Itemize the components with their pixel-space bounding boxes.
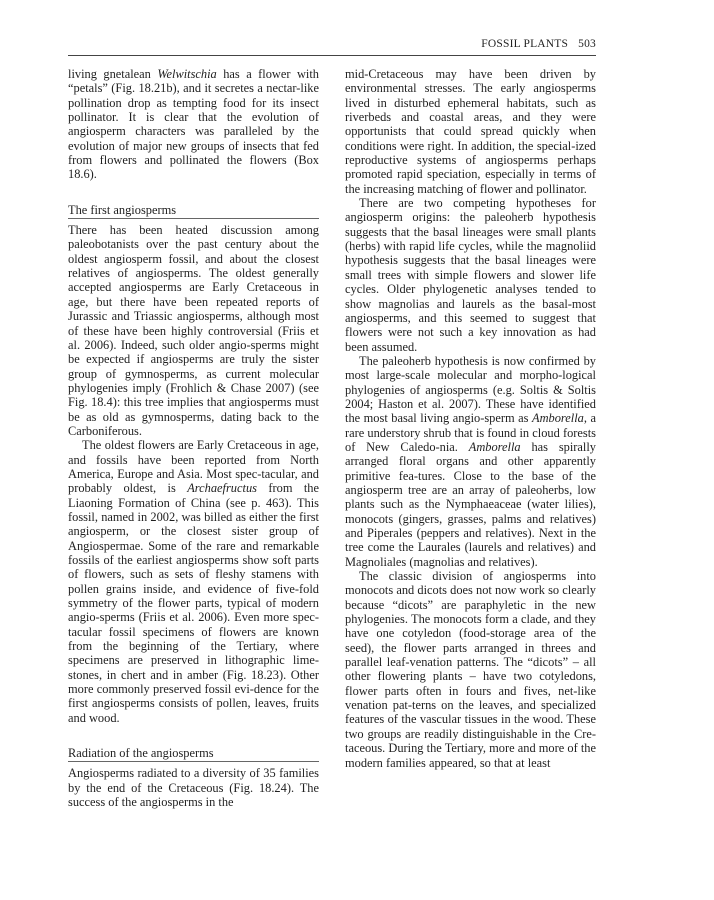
right-column — [345, 67, 596, 770]
taxon-name: Archaefructus — [187, 481, 257, 496]
intro-paragraph — [68, 67, 319, 182]
section-heading-radiation: Radiation of the angiosperms — [68, 746, 319, 762]
left-column — [68, 67, 319, 810]
text-run: from the Liaoning Formation of China (see p. 463). This fossil, named in 2002, was billed as either the first angiosperm, or the closest sister group of Angiospermae. Some of the rare and remarkable fossils of the earliest angiosperms show soft parts of flowers, such as sets of fleshy stamens with pollen grains inside, and evidence of five-fold symmetry of the flower parts, typical of modern angio-sperms (Friis et al. 2006). Even more spec-tacular fossil specimens of flowers are known from the beginning of the Tertiary, where specimens are preserved in lithographic lime-stones, in chert and in amber (Fig. 18.23). Other more commonly preserved fossil evi-dence for the first angiosperms consists of pollen, leaves, fruits and wood. — [68, 481, 319, 725]
text-run: has a flower with “petals” (Fig. 18.21b), and it secretes a nectar-like pollination drop as tempting food for its insect pollinator. It is clear that the evolution of angiosperm characters was paralleled by the evolution of major new groups of insects that fed from flowers and pollinated the flowers (Box 18.6). — [68, 67, 319, 182]
taxon-name: Amborella — [532, 411, 584, 426]
section-heading-first-angiosperms: The first angiosperms — [68, 203, 319, 219]
paragraph: Angiosperms radiated to a diversity of 35 families by the end of the Cretaceous (Fig. 18.24). The success of the angiosperms in the — [68, 766, 319, 810]
running-title: FOSSIL PLANTS — [481, 38, 569, 50]
running-head — [68, 38, 596, 56]
taxon-name: Welwitschia — [157, 67, 217, 81]
paragraph — [345, 354, 596, 569]
text-run: , a rare understory shrub that is found in cloud forests of New Caledo-nia. — [345, 411, 596, 454]
paragraph: mid-Cretaceous may have been driven by environmental stresses. The early angiosperms lived in disturbed ephemeral habitats, such as riverbeds and coastal areas, and they were opportunists that could spread quickly when conditions were right. In addition, the special-ized reproductive systems of angiosperms perhaps promoted rapid speciation, especially in terms of the increasing matching of flower and pollinator. — [345, 67, 596, 196]
paragraph: The classic division of angiosperms into monocots and dicots does not now work so clearly because “dicots” are paraphyletic in the new phylogenies. The monocots form a clade, and they have one cotyledon (food-storage area of the seed), the flower parts arranged in threes and parallel leaf-venation patterns. The “dicots” – all other flowering plants – have two cotyledons, flower parts often in fours and fives, net-like venation pat-terns on the leaves, and specialized features of the vascular tissues in the wood. These two groups are readily distinguishable in the Cre-taceous. During the Tertiary, more and more of the modern families appeared, so that at least — [345, 569, 596, 770]
text-run: living gnetalean — [68, 67, 158, 81]
text-run: has spirally arranged floral organs and other apparently primitive fea-tures. Close to the base of the angiosperm tree are an array of paleoherbs, low plants such as the Nymphaeaceae (water lilies), monocots (gingers, grasses, palms and relatives) and Piperales (peppers and relatives). Next in the tree come the Laurales (laurels and relatives) and Magnoliales (magnolias and relatives). — [345, 439, 596, 569]
paragraph: There has been heated discussion among paleobotanists over the past century about the oldest angiosperm fossil, and about the closest relatives of angiosperms. The oldest generally accepted angiosperms are Early Cretaceous in age, but there have been repeated reports of Jurassic and Triassic angiosperms, although most of these have been highly controversial (Friis et al. 2006). Indeed, such older angio-sperms might be expected if angiosperms are truly the sister group of gymnosperms, as current molecular phylogenies imply (Frohlich & Chase 2007) (see Fig. 18.4): this tree implies that angiosperms must be as old as gymnosperms, dating back to the Carboniferous. — [68, 223, 319, 438]
taxon-name: Amborella — [468, 439, 521, 454]
page-number: 503 — [578, 38, 596, 50]
text-run: The paleoherb hypothesis is now confirmed by most large-scale molecular and morpho-logical phylogenies of angiosperms (e.g. Soltis & Soltis 2004; Haston et al. 2007). These have identified the most basal living angio-sperm as — [345, 353, 596, 426]
paragraph — [68, 438, 319, 725]
text-run: The oldest flowers are Early Cretaceous in age, and fossils have been reported from North America, Europe and Asia. Most spec-tacular, and probably oldest, is — [68, 438, 319, 496]
paragraph: There are two competing hypotheses for angiosperm origins: the paleoherb hypothesis suggests that the basal lineages were small plants (herbs) with rapid life cycles, while the magnoliid hypothesis suggests that the basal lineages were small trees with simple flowers and slower life cycles. Older phylogenetic analyses tended to show magnolias and laurels as the basal-most angiosperms, and this seemed to suggest that flowers were not such a key innovation as had been assumed. — [345, 196, 596, 354]
